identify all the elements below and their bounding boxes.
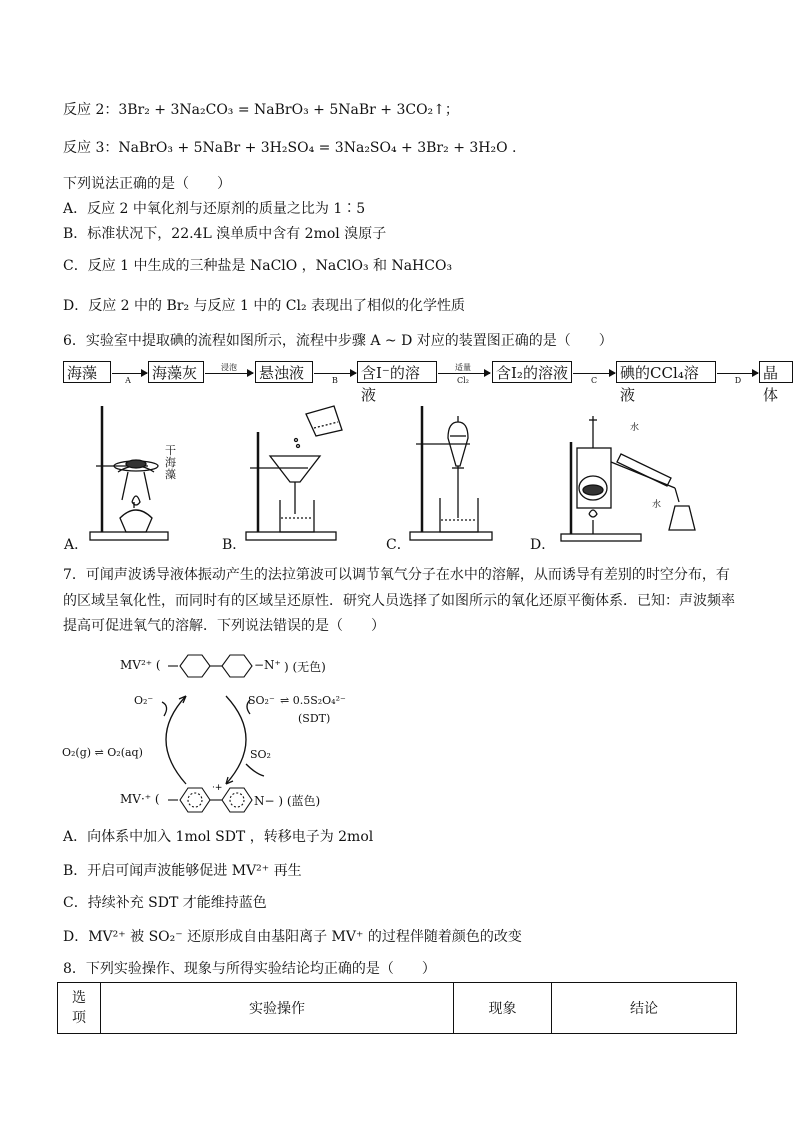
annotation-char: 藻	[165, 468, 176, 481]
mv-radical-end: N− ) (蓝色)	[254, 794, 321, 808]
mv-radical-label: MV·⁺ (	[120, 792, 160, 806]
sdt-equilibrium-label: ⇌ 0.5S₂O₄²⁻	[280, 694, 346, 707]
q7-stem-line-1: 7．可闻声波诱导液体振动产生的法拉第波可以调节氧气分子在水中的溶解，从而诱导有差别的时空分布，有	[63, 567, 730, 583]
header-option: 选 项	[58, 983, 101, 1034]
flow-label-cl2: Cl₂	[457, 376, 469, 385]
apparatus-c-label: C．	[386, 537, 411, 553]
sdt-label: (SDT)	[298, 712, 331, 725]
q5-option-b: B．标准状况下，22.4L 溴单质中含有 2mol 溴原子	[63, 226, 387, 242]
q6-stem: 6．实验室中提取碘的流程如图所示，流程中步骤 A ~ D 对应的装置图正确的是（ ）	[63, 333, 613, 349]
colorless-label: ) (无色)	[284, 660, 326, 674]
header-operation: 实验操作	[101, 983, 454, 1034]
q7-option-b: B．开启可闻声波能够促进 MV²⁺ 再生	[63, 863, 302, 879]
q7-stem-line-3: 提高可促进氧气的溶解．下列说法错误的是（ ）	[63, 618, 385, 634]
flow-arrow	[438, 373, 490, 374]
q7-option-a: A．向体系中加入 1mol SDT ，转移电子为 2mol	[63, 829, 374, 845]
reaction-3: 反应 3：NaBrO₃ + 5NaBr + 3H₂SO₄ = 3Na₂SO₄ + 3Br₂ + 3H₂O .	[63, 140, 517, 156]
flow-box-ccl4-solution: 碘的CCl₄溶液	[616, 361, 716, 383]
flow-label-b: B	[332, 376, 338, 385]
q5-option-c: C．反应 1 中生成的三种盐是 NaClO ，NaClO₃ 和 NaHCO₃	[63, 258, 453, 274]
svg-text:·+: ·+	[212, 783, 223, 793]
mv2-end: −N⁺	[254, 658, 281, 672]
flow-arrow	[717, 373, 758, 374]
flow-box-seaweed: 海藻	[63, 361, 111, 383]
q5-option-d: D．反应 2 中的 Br₂ 与反应 1 中的 Cl₂ 表现出了相似的化学性质	[63, 298, 466, 314]
apparatus-d-label: D．	[530, 537, 556, 553]
annotation-char: 海	[165, 456, 176, 469]
flow-box-ash: 海藻灰	[148, 361, 204, 383]
flow-arrow	[112, 373, 147, 374]
q5-stem: 下列说法正确的是（ ）	[63, 176, 231, 192]
apparatus-a-label: A．	[64, 537, 89, 553]
q8-stem: 8．下列实验操作、现象与所得实验结论均正确的是（ ）	[63, 961, 436, 977]
q5-option-a: A．反应 2 中氧化剂与还原剂的质量之比为 1∶5	[63, 201, 366, 217]
flow-label-a: A	[125, 376, 131, 385]
annotation-char: 干	[165, 444, 176, 457]
mv2-label: MV²⁺ (	[120, 658, 161, 672]
header-phenomenon: 现象	[454, 983, 552, 1034]
so2-radical-label: SO₂⁻	[248, 694, 275, 707]
q7-stem-line-2: 的区域呈氧化性，而同时有的区域呈还原性．研究人员选择了如图所示的氧化还原平衡体系．已知：声波频率	[63, 593, 735, 609]
table-header-row	[58, 983, 737, 1034]
apparatus-b-filtration-drawing	[244, 402, 364, 544]
flow-arrow	[205, 373, 253, 374]
reaction-2: 反应 2：3Br₂ + 3Na₂CO₃ = NaBrO₃ + 5NaBr + 3CO₂↑；	[63, 102, 459, 118]
flow-label-appropriate: 适量	[455, 363, 471, 372]
oxygen-equilibrium-label: O₂(g) ⇌ O₂(aq)	[62, 746, 143, 759]
apparatus-b-label: B．	[222, 537, 247, 553]
header-conclusion: 结论	[552, 983, 737, 1034]
so2-label: SO₂	[250, 748, 271, 761]
flow-label-c: C	[590, 376, 598, 385]
flow-box-iodide-solution: 含I⁻的溶液	[357, 361, 437, 383]
iodine-flowchart	[63, 361, 791, 404]
flow-arrow	[314, 373, 356, 374]
q7-option-d: D．MV²⁺ 被 SO₂⁻ 还原形成自由基阳离子 MV⁺ 的过程伴随着颜色的改变	[63, 929, 522, 945]
flow-label-soak: 浸泡	[221, 363, 237, 372]
experiment-table	[57, 982, 737, 1034]
flow-box-iodine-solution: 含I₂的溶液	[492, 361, 572, 383]
flow-label-d: D	[734, 376, 742, 385]
water-outlet-label: 水	[652, 500, 662, 510]
flow-box-crystal: 晶体	[759, 361, 793, 383]
water-inlet-label: 水	[630, 423, 640, 433]
flow-box-suspension: 悬浊液	[255, 361, 313, 383]
superoxide-label: O₂⁻	[134, 694, 154, 707]
apparatus-c-separatory-funnel-drawing	[408, 402, 508, 544]
cycle-arrows-drawing	[146, 684, 266, 794]
dry-seaweed-annotation	[165, 445, 176, 481]
q7-option-c: C．持续补充 SDT 才能维持蓝色	[63, 895, 267, 911]
flow-arrow	[573, 373, 615, 374]
